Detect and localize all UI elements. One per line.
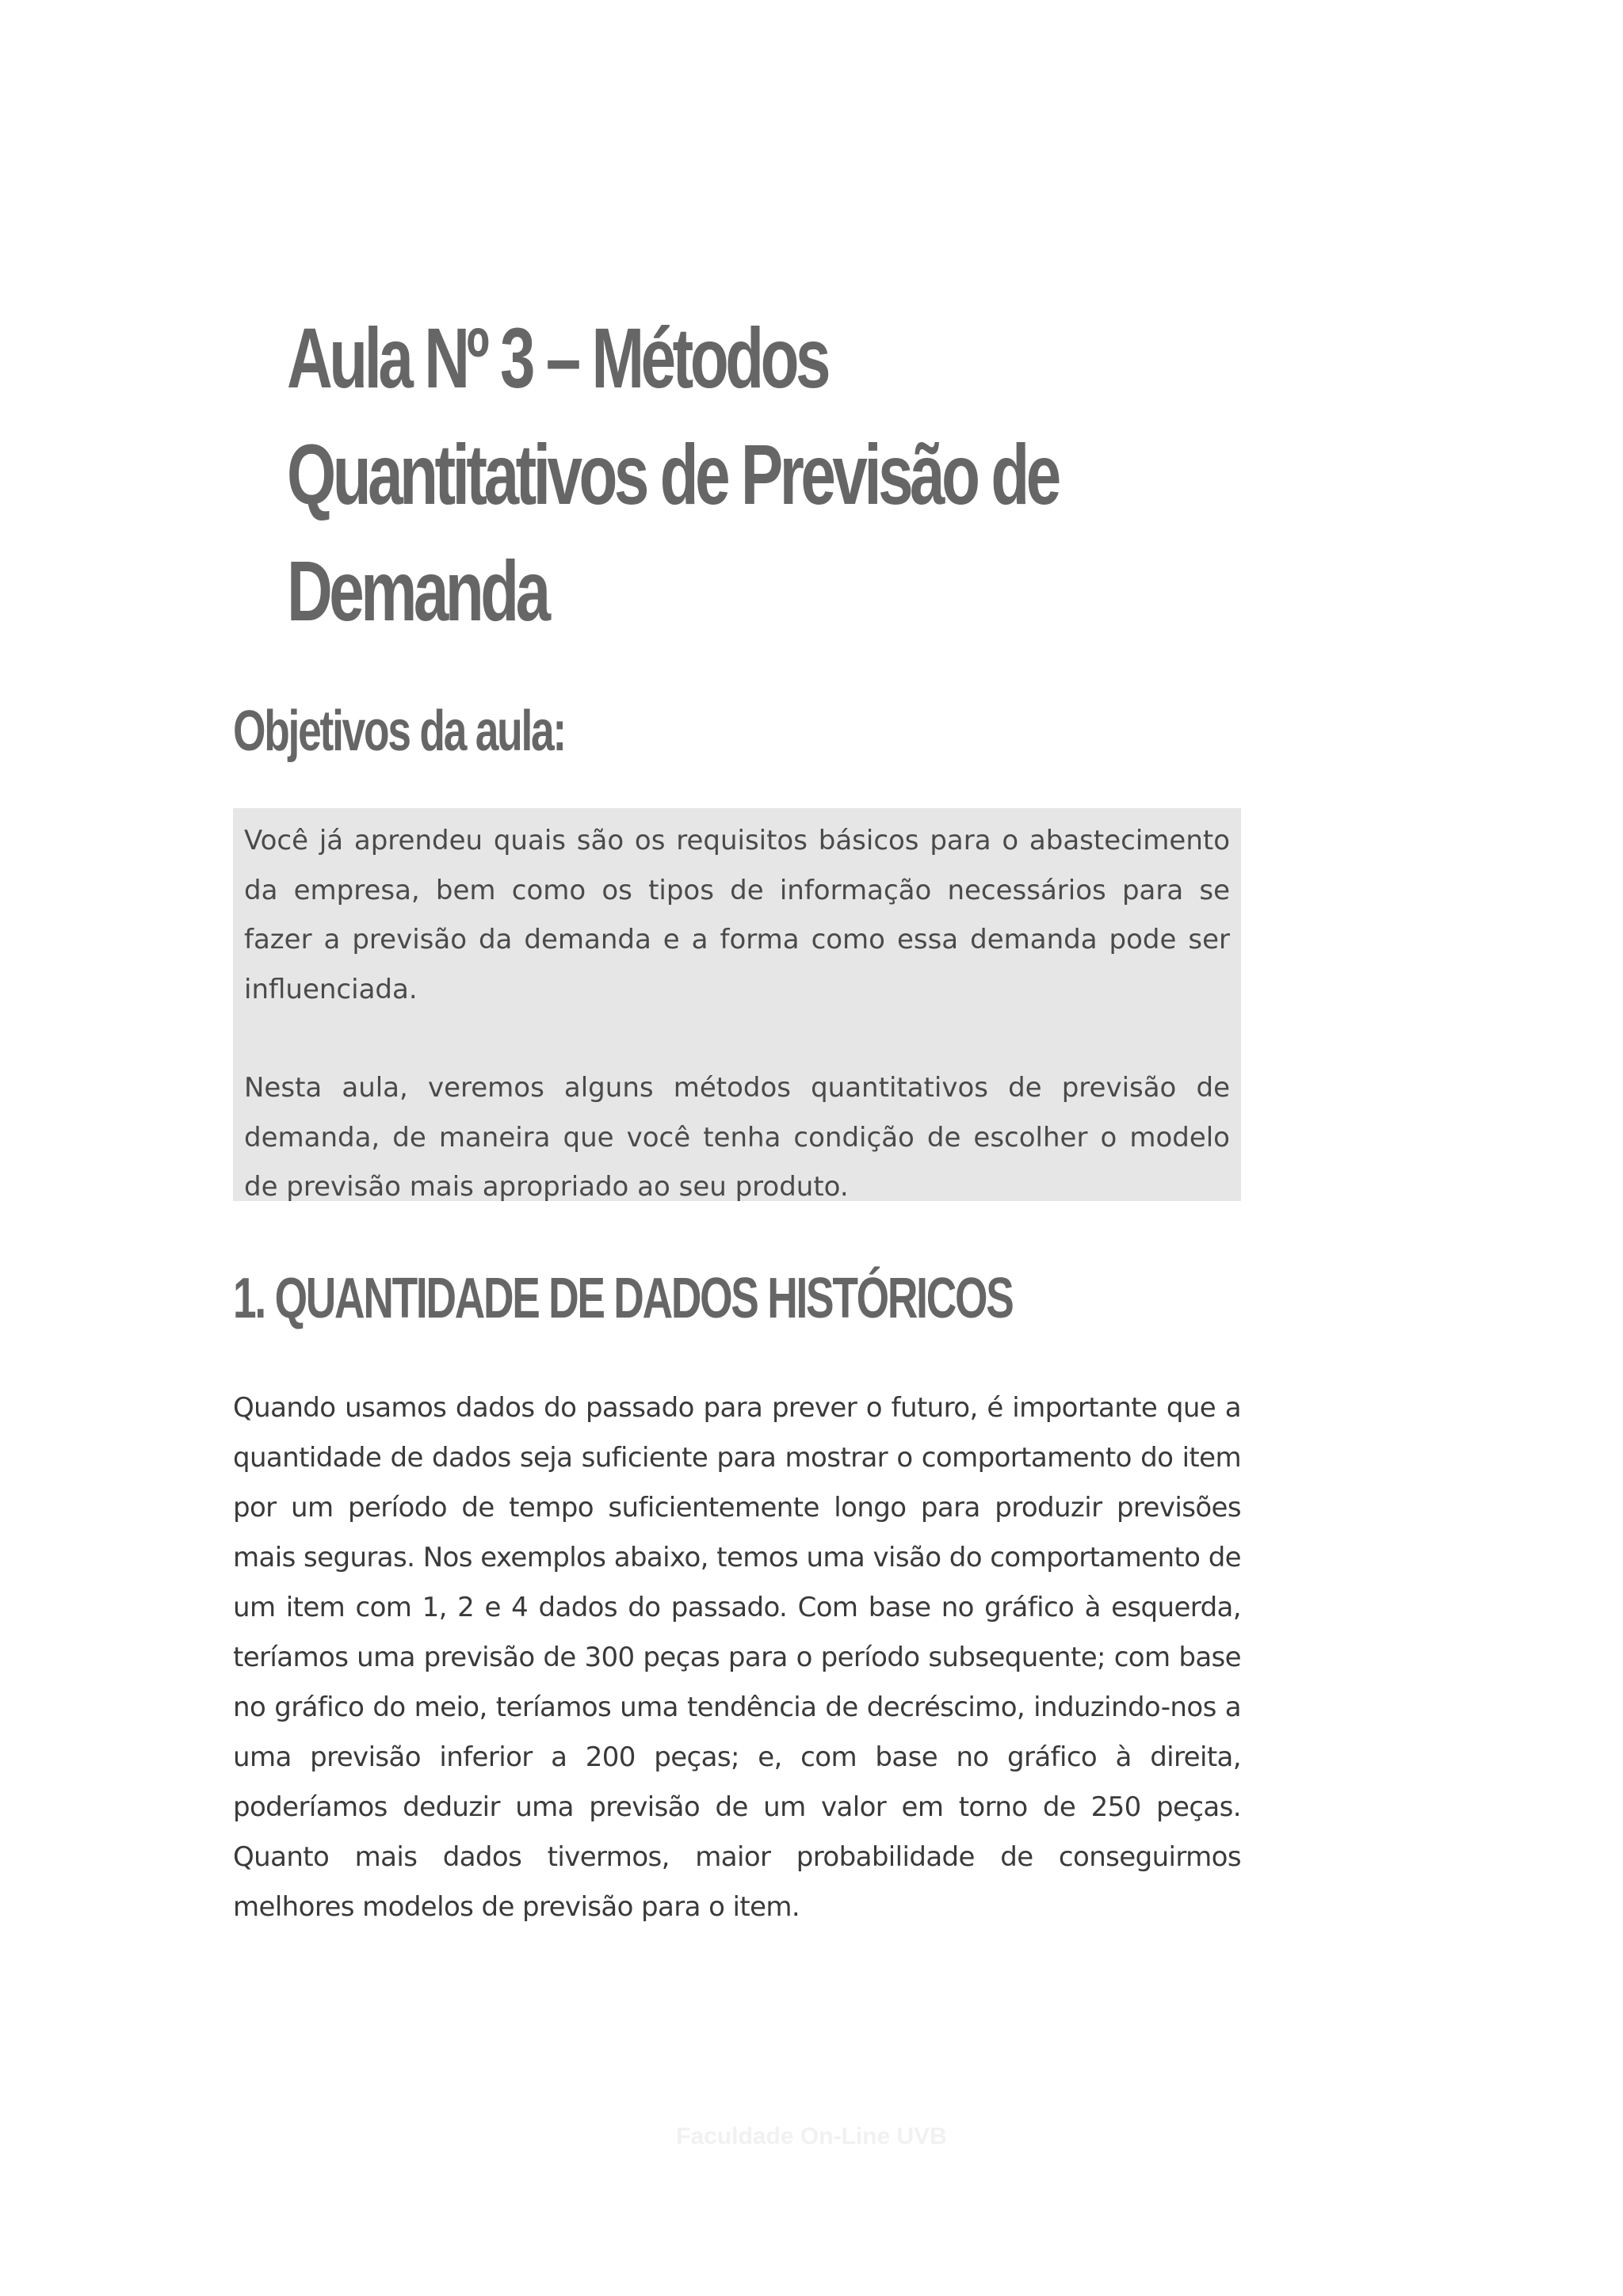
page-title-line-1: Aula Nº 3 – Métodos	[287, 310, 827, 406]
page-title-line-3: Demanda	[287, 543, 548, 639]
objectives-paragraph-1: Você já aprendeu quais são os requisitos básicos para o abastecimento da empresa, bem como os tipos de informação necessários para se fazer a previsão da demanda e a forma como essa demanda pode ser influenciada.	[244, 825, 1230, 1005]
objectives-box	[233, 808, 1241, 1201]
section-body-paragraph: Quando usamos dados do passado para prever o futuro, é importante que a quantidade de dados seja suficiente para mostrar o comportamento do item por um período de tempo suficientemente longo para produzir previsões mais seguras. Nos exemplos abaixo, temos uma visão do comportamento de um item com 1, 2 e 4 dados do passado. Com base no gráfico à esquerda, teríamos uma previsão de 300 peças para o período subsequente; com base no gráfico do meio, teríamos uma tendência de decréscimo, induzindo-nos a uma previsão inferior a 200 peças; e, com base no gráfico à direita, poderíamos deduzir uma previsão de um valor em torno de 250 peças. Quanto mais dados tivermos, maior probabilidade de conseguirmos melhores modelos de previsão para o item.	[233, 1392, 1241, 1923]
objectives-paragraph-2: Nesta aula, veremos alguns métodos quantitativos de previsão de demanda, de maneira que você tenha condição de escolher o modelo de previsão mais apropriado ao seu produto.	[244, 1072, 1230, 1203]
page-title-line-2: Quantitativos de Previsão de	[287, 426, 1058, 522]
objectives-heading: Objetivos da aula:	[233, 700, 565, 763]
footer-watermark: Faculdade On-Line UVB	[676, 2123, 947, 2149]
section-heading: 1. QUANTIDADE DE DADOS HISTÓRICOS	[233, 1267, 1013, 1330]
page-title	[287, 299, 1058, 649]
